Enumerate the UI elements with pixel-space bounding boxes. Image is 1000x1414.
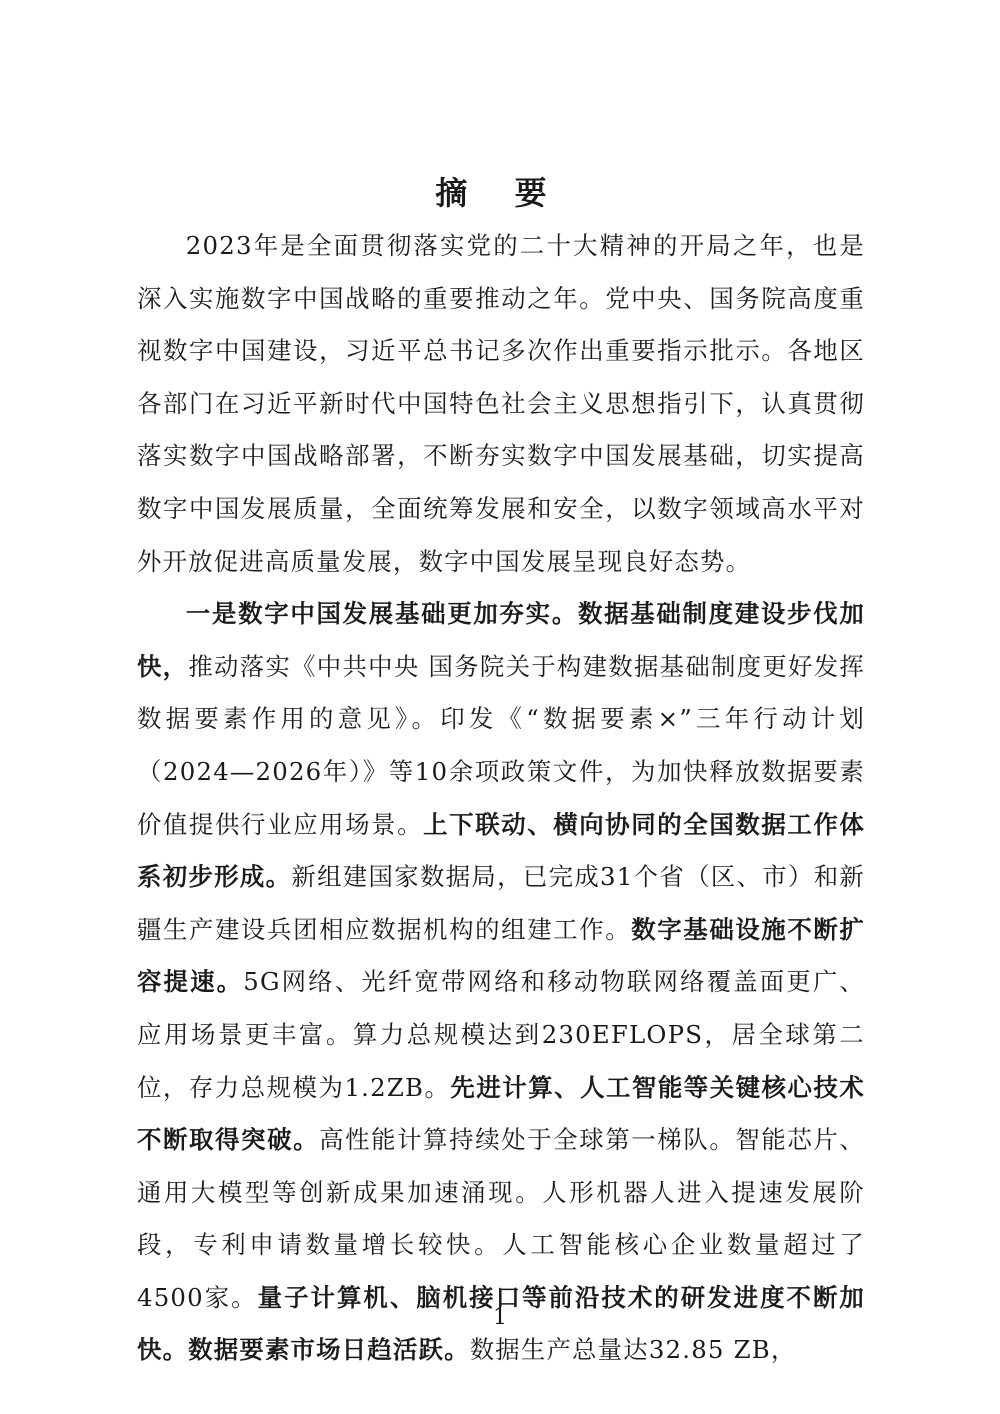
document-body (137, 220, 865, 1377)
text-policy: 推动落实《中共中央 国务院关于构建数据基础制度更好发挥数据要素作用的意见》。印发《“数据要素×”三年行动计划（2024—2026年）》等10余项政策文件，为加快释放数据要素价值提供行业应用场景。 (137, 651, 866, 839)
paragraph-foundation (137, 588, 865, 1377)
bold-heading-data-system: 上下联动、横向协同的全国数据工作体系初步形成。 (137, 809, 866, 892)
bold-heading-foundation: 一是数字中国发展基础更加夯实。数据基础制度建设步伐加快， (137, 599, 865, 681)
text-core-tech: 高性能计算持续处于全球第一梯队。智能芯片、通用大模型等创新成果加速涌现。人形机器人进入提速发展阶段，专利申请数量增长较快。人工智能核心企业数量超过了4500家。 (137, 1125, 865, 1312)
text-data-bureau: 新组建国家数据局，已完成31个省（区、市）和新疆生产建设兵团相应数据机构的组建工作。 (137, 862, 866, 944)
bold-heading-infrastructure: 数字基础设施不断扩容提速。 (137, 914, 865, 997)
page-number: 1 (493, 1305, 507, 1330)
bold-heading-core-tech: 先进计算、人工智能等关键核心技术不断取得突破。 (137, 1072, 865, 1155)
bold-heading-frontier-tech: 量子计算机、脑机接口等前沿技术的研发进度不断加快。数据要素市场日趋活跃。 (137, 1282, 865, 1365)
page-title: 摘 要 (435, 174, 565, 212)
text-infrastructure: 5G网络、光纤宽带网络和移动物联网络覆盖面更广、应用场景更丰富。算力总规模达到230EFLOPS，居全球第二位，存力总规模为1.2ZB。 (137, 967, 865, 1102)
text-data-volume: 数据生产总量达32.85 ZB， (469, 1335, 797, 1365)
paragraph-intro: 2023年是全面贯彻落实党的二十大精神的开局之年，也是深入实施数字中国战略的重要推动之年。党中央、国务院高度重视数字中国建设，习近平总书记多次作出重要指示批示。各地区各部门在习近平新时代中国特色社会主义思想指引下，认真贯彻落实数字中国战略部署，不断夯实数字中国发展基础，切实提高数字中国发展质量，全面统筹发展和安全，以数字领域高水平对外开放促进高质量发展，数字中国发展呈现良好态势。 (137, 231, 865, 576)
